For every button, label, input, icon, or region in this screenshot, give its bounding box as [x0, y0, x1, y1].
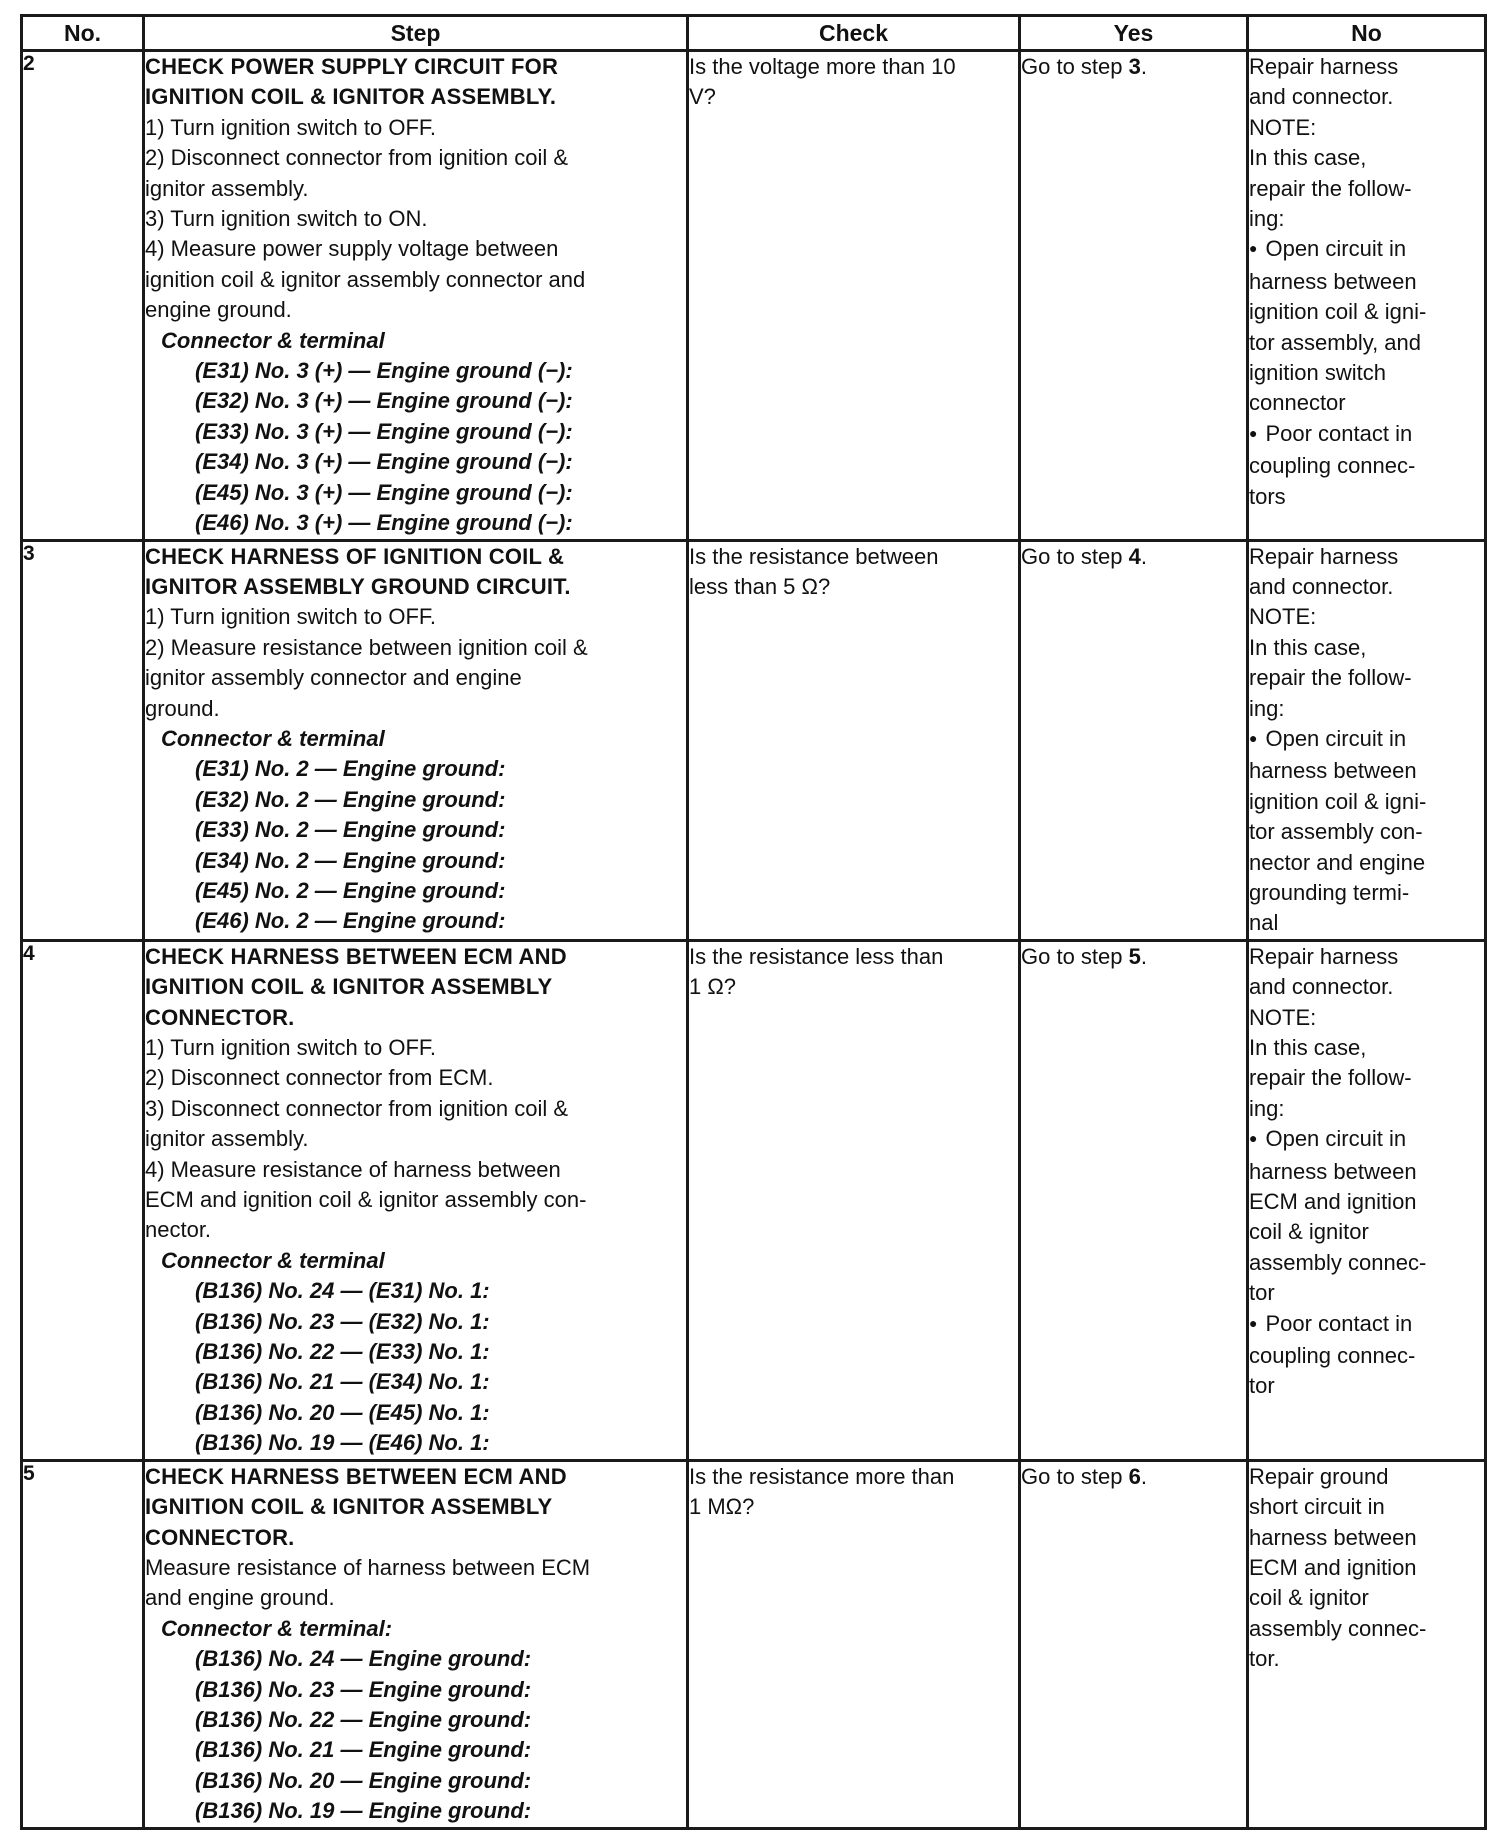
step-title-line: CHECK HARNESS BETWEEN ECM AND: [145, 943, 567, 969]
no-action-line: assembly connec-: [1249, 1615, 1427, 1641]
yes-prefix: Go to step: [1021, 543, 1129, 569]
step-instruction-line: 4) Measure resistance of harness between: [145, 1156, 561, 1182]
step-instruction-line: ignition coil & ignitor assembly connector and: [145, 266, 586, 292]
no-action-line: ignition coil & igni-: [1249, 788, 1427, 814]
connector-terminal-item: (B136) No. 23 — (E32) No. 1:: [195, 1308, 490, 1334]
bullet-item: ● Open circuit in: [1249, 234, 1484, 266]
yes-suffix: .: [1140, 943, 1147, 969]
step-instruction-line: 1) Turn ignition switch to OFF.: [145, 1035, 436, 1060]
check-line: 1 Ω?: [689, 974, 737, 1000]
step-title-line: CHECK POWER SUPPLY CIRCUIT FOR: [145, 54, 559, 79]
table-row: [22, 51, 1486, 541]
connector-terminal-item: (E33) No. 3 (+) — Engine ground (−):: [195, 418, 573, 444]
check-question: [688, 540, 1020, 940]
table-body: [22, 51, 1486, 1829]
step-instruction-line: ECM and ignition coil & ignitor assembly con-: [145, 1187, 587, 1213]
no-action-line: and connector.: [1249, 573, 1394, 599]
no-action-line: repair the follow-: [1249, 1065, 1412, 1091]
step-number: 5: [22, 1460, 144, 1828]
step-instruction-line: ignitor assembly.: [145, 175, 309, 201]
table-row: [22, 1460, 1486, 1828]
no-action-line: harness between: [1249, 758, 1417, 784]
yes-step-number: 3: [1128, 54, 1141, 79]
step-instruction-line: 3) Disconnect connector from ignition coil &: [145, 1095, 569, 1121]
no-action-line: ignition coil & igni-: [1249, 299, 1427, 325]
connector-terminal-item: (B136) No. 22 — Engine ground:: [195, 1706, 532, 1732]
header-no-result: No: [1248, 16, 1486, 51]
no-action: [1248, 51, 1486, 541]
step-title-line: CONNECTOR.: [145, 1004, 295, 1030]
connector-terminal-item: (E32) No. 3 (+) — Engine ground (−):: [195, 388, 573, 414]
step-instruction-line: ignitor assembly.: [145, 1126, 309, 1152]
step-instruction-line: ignitor assembly connector and engine: [145, 665, 522, 691]
yes-action: [1020, 1460, 1248, 1828]
check-line: Is the resistance more than: [689, 1463, 955, 1489]
no-action-line: ignition switch: [1249, 360, 1386, 386]
no-action-line: NOTE:: [1249, 1004, 1317, 1030]
connector-terminal-item: (B136) No. 23 — Engine ground:: [195, 1676, 532, 1702]
step-title-line: IGNITION COIL & IGNITOR ASSEMBLY: [145, 1494, 553, 1520]
step-instruction-line: ground.: [145, 695, 220, 721]
no-action-line: NOTE:: [1249, 114, 1317, 140]
no-action-line: connector: [1249, 390, 1346, 416]
no-action-line: tor.: [1249, 1646, 1280, 1672]
no-action-line: and connector.: [1249, 84, 1394, 110]
step-instruction-line: engine ground.: [145, 297, 292, 323]
header-row: [22, 16, 1486, 51]
check-line: less than 5 Ω?: [689, 573, 831, 599]
no-action-line: harness between: [1249, 268, 1417, 294]
connector-terminal-item: (B136) No. 21 — Engine ground:: [195, 1737, 532, 1763]
connector-terminal-item: (B136) No. 24 — Engine ground:: [195, 1646, 532, 1672]
connector-terminal-item: (E34) No. 2 — Engine ground:: [195, 847, 506, 873]
connector-terminal-label: Connector & terminal:: [161, 1615, 393, 1641]
step-description: [144, 940, 688, 1460]
connector-terminal-item: (E45) No. 2 — Engine ground:: [195, 877, 506, 903]
no-action-line: Repair harness: [1249, 943, 1399, 969]
connector-terminal-item: (B136) No. 22 — (E33) No. 1:: [195, 1339, 490, 1365]
yes-action: [1020, 51, 1248, 541]
bullet-item: ● Poor contact in: [1249, 1309, 1484, 1341]
header-yes: Yes: [1020, 16, 1248, 51]
no-action-line: harness between: [1249, 1524, 1417, 1550]
step-instruction-line: 2) Disconnect connector from ECM.: [145, 1065, 494, 1091]
step-title-line: CHECK HARNESS OF IGNITION COIL &: [145, 543, 565, 569]
no-action-line: coupling connec-: [1249, 453, 1416, 479]
no-action-line: ECM and ignition: [1249, 1554, 1417, 1580]
step-instruction-line: 2) Measure resistance between ignition coil &: [145, 634, 588, 660]
step-title-line: IGNITOR ASSEMBLY GROUND CIRCUIT.: [145, 573, 571, 599]
no-action-line: Repair harness: [1249, 54, 1399, 79]
no-action-line: ECM and ignition: [1249, 1189, 1417, 1215]
yes-prefix: Go to step: [1021, 1463, 1129, 1489]
no-action-line: tor: [1249, 1280, 1275, 1306]
no-action-line: coupling connec-: [1249, 1343, 1416, 1369]
step-title-line: CONNECTOR.: [145, 1524, 295, 1550]
check-question: [688, 940, 1020, 1460]
connector-terminal-item: (E32) No. 2 — Engine ground:: [195, 786, 506, 812]
step-number: 2: [22, 51, 144, 541]
check-question: [688, 1460, 1020, 1828]
check-line: Is the resistance between: [689, 543, 939, 569]
no-action-line: ing:: [1249, 695, 1285, 721]
step-instruction-line: 4) Measure power supply voltage between: [145, 236, 559, 262]
connector-terminal-item: (E46) No. 3 (+) — Engine ground (−):: [195, 510, 573, 536]
no-action-line: Repair ground: [1249, 1463, 1389, 1489]
no-action-line: tor: [1249, 1373, 1275, 1399]
step-instruction-line: 3) Turn ignition switch to ON.: [145, 206, 428, 232]
yes-step-number: 6: [1128, 1463, 1141, 1489]
connector-terminal-item: (E33) No. 2 — Engine ground:: [195, 817, 506, 843]
check-line: Is the resistance less than: [689, 943, 944, 969]
step-instruction-line: 1) Turn ignition switch to OFF.: [145, 114, 436, 140]
connector-terminal-label: Connector & terminal: [161, 327, 385, 353]
step-number: 3: [22, 540, 144, 940]
no-action-line: coil & ignitor: [1249, 1219, 1369, 1245]
check-line: 1 MΩ?: [689, 1494, 755, 1520]
no-action-line: nal: [1249, 910, 1279, 936]
step-number: 4: [22, 940, 144, 1460]
bullet-item: ● Open circuit in: [1249, 724, 1484, 756]
yes-step-number: 4: [1128, 543, 1141, 569]
step-title-line: CHECK HARNESS BETWEEN ECM AND: [145, 1463, 567, 1489]
no-action-line: nector and engine: [1249, 849, 1426, 875]
connector-terminal-item: (B136) No. 24 — (E31) No. 1:: [195, 1278, 490, 1304]
no-action: [1248, 940, 1486, 1460]
no-action-line: grounding termi-: [1249, 879, 1410, 905]
diagnostic-table: [20, 14, 1487, 1830]
step-instruction-line: 2) Disconnect connector from ignition coil &: [145, 145, 569, 171]
no-action-line: ing:: [1249, 206, 1285, 232]
bullet-item: ● Poor contact in: [1249, 419, 1484, 451]
yes-step-number: 5: [1128, 943, 1141, 969]
yes-action: [1020, 940, 1248, 1460]
yes-suffix: .: [1140, 54, 1147, 79]
check-question: [688, 51, 1020, 541]
connector-terminal-item: (E31) No. 2 — Engine ground:: [195, 756, 506, 782]
no-action-line: assembly connec-: [1249, 1249, 1427, 1275]
diagnostic-page: [20, 14, 1484, 1830]
no-action-line: and connector.: [1249, 974, 1394, 1000]
check-line: V?: [689, 84, 716, 110]
no-action-line: ing:: [1249, 1095, 1285, 1121]
yes-suffix: .: [1140, 543, 1147, 569]
step-instruction-line: 1) Turn ignition switch to OFF.: [145, 604, 436, 630]
no-action-line: tor assembly con-: [1249, 819, 1423, 845]
connector-terminal-item: (B136) No. 21 — (E34) No. 1:: [195, 1369, 490, 1395]
step-instruction-line: nector.: [145, 1217, 212, 1243]
step-description: [144, 51, 688, 541]
header-check: Check: [688, 16, 1020, 51]
no-action-line: repair the follow-: [1249, 175, 1412, 201]
table-row: [22, 540, 1486, 940]
bullet-item: ● Open circuit in: [1249, 1124, 1484, 1156]
yes-suffix: .: [1140, 1463, 1147, 1489]
connector-terminal-item: (E46) No. 2 — Engine ground:: [195, 908, 506, 934]
no-action: [1248, 540, 1486, 940]
step-title-line: IGNITION COIL & IGNITOR ASSEMBLY.: [145, 84, 557, 110]
no-action-line: tors: [1249, 483, 1286, 509]
connector-terminal-item: (B136) No. 20 — (E45) No. 1:: [195, 1399, 490, 1425]
connector-terminal-item: (E31) No. 3 (+) — Engine ground (−):: [195, 358, 573, 384]
step-instruction-line: and engine ground.: [145, 1585, 335, 1611]
yes-action: [1020, 540, 1248, 940]
no-action-line: tor assembly, and: [1249, 329, 1422, 355]
no-action: [1248, 1460, 1486, 1828]
header-step: Step: [144, 16, 688, 51]
connector-terminal-item: (E45) No. 3 (+) — Engine ground (−):: [195, 479, 573, 505]
connector-terminal-item: (B136) No. 20 — Engine ground:: [195, 1767, 532, 1793]
no-action-line: NOTE:: [1249, 604, 1317, 630]
step-title-line: IGNITION COIL & IGNITOR ASSEMBLY: [145, 974, 553, 1000]
check-line: Is the voltage more than 10: [689, 54, 956, 79]
no-action-line: Repair harness: [1249, 543, 1399, 569]
connector-terminal-label: Connector & terminal: [161, 725, 385, 751]
header-no: No.: [22, 16, 144, 51]
yes-prefix: Go to step: [1021, 943, 1129, 969]
no-action-line: In this case,: [1249, 145, 1367, 171]
no-action-line: coil & ignitor: [1249, 1585, 1369, 1611]
connector-terminal-label: Connector & terminal: [161, 1247, 385, 1273]
step-description: [144, 540, 688, 940]
no-action-line: repair the follow-: [1249, 665, 1412, 691]
step-instruction-line: Measure resistance of harness between ECM: [145, 1554, 591, 1580]
connector-terminal-item: (B136) No. 19 — Engine ground:: [195, 1798, 532, 1824]
step-description: [144, 1460, 688, 1828]
no-action-line: In this case,: [1249, 1035, 1367, 1060]
no-action-line: harness between: [1249, 1158, 1417, 1184]
connector-terminal-item: (B136) No. 19 — (E46) No. 1:: [195, 1430, 490, 1456]
no-action-line: In this case,: [1249, 634, 1367, 660]
table-row: [22, 940, 1486, 1460]
yes-prefix: Go to step: [1021, 54, 1129, 79]
connector-terminal-item: (E34) No. 3 (+) — Engine ground (−):: [195, 449, 573, 475]
no-action-line: short circuit in: [1249, 1494, 1385, 1520]
